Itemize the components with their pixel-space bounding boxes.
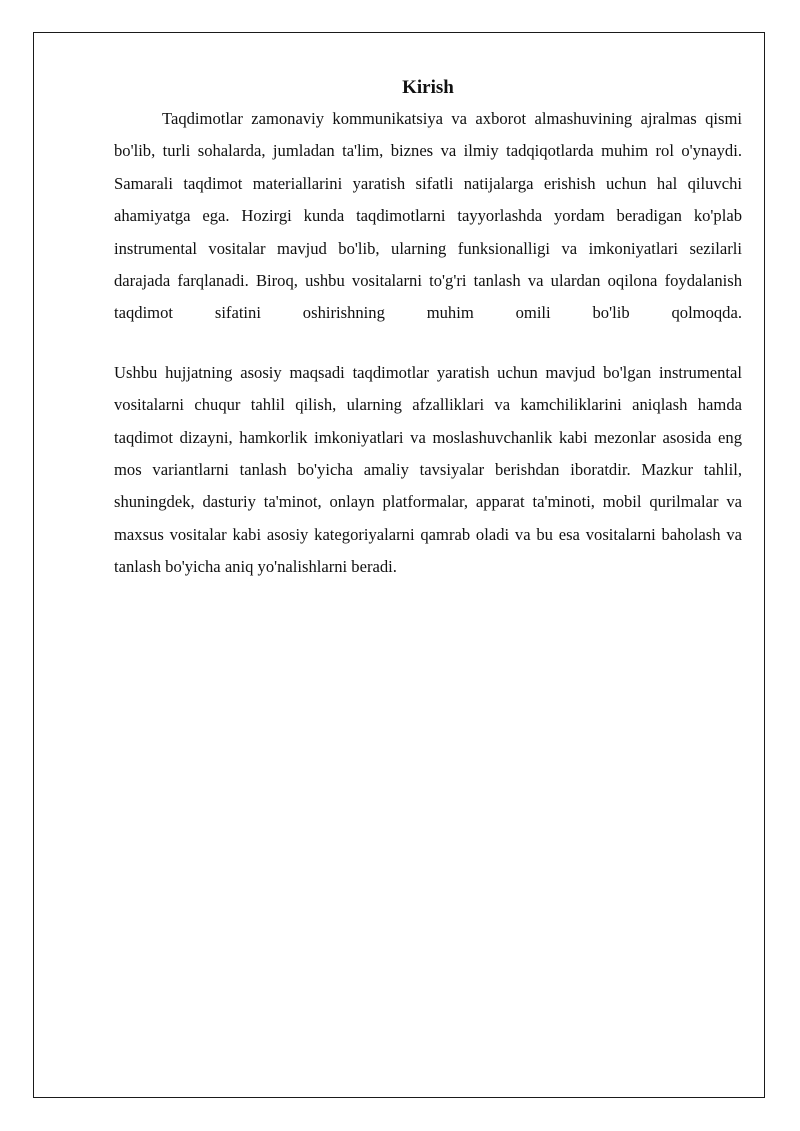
document-body <box>114 76 742 584</box>
paragraph-intro: Taqdimotlar zamonaviy kommunikatsiya va axborot almashuvining ajralmas qismi bo'lib, turli sohalarda, jumladan ta'lim, biznes va ilmiy tadqiqotlarda muhim rol o'ynaydi. Samarali taqdimot materiallarini yaratish sifatli natijalarga erishish uchun hal qiluvchi ahamiyatga ega. Hozirgi kunda taqdimotlarni tayyorlashda yordam beradigan ko'plab instrumental vositalar mavjud bo'lib, ularning funksionalligi va imkoniyatlari sezilarli darajada farqlanadi. Biroq, ushbu vositalarni to'g'ri tanlash va ulardan oqilona foydalanish taqdimot sifatini oshirishning muhim omili bo'lib qolmoqda. <box>114 109 742 323</box>
document-title: Kirish <box>402 77 454 98</box>
paragraph-purpose: Ushbu hujjatning asosiy maqsadi taqdimotlar yaratish uchun mavjud bo'lgan instrumental vositalarni chuqur tahlil qilish, ularning afzalliklari va kamchiliklarini aniqlash hamda taqdimot dizayni, hamkorlik imkoniyatlari va moslashuvchanlik kabi mezonlar asosida eng mos variantlarni tanlash bo'yicha amaliy tavsiyalar berishdan iboratdir. Mazkur tahlil, shuningdek, dasturiy ta'minot, onlayn platformalar, apparat ta'minoti, mobil qurilmalar va maxsus vositalar kabi asosiy kategoriyalarni qamrab oladi va bu esa vositalarni baholash va tanlash bo'yicha aniq yo'nalishlarni beradi. <box>114 362 742 577</box>
